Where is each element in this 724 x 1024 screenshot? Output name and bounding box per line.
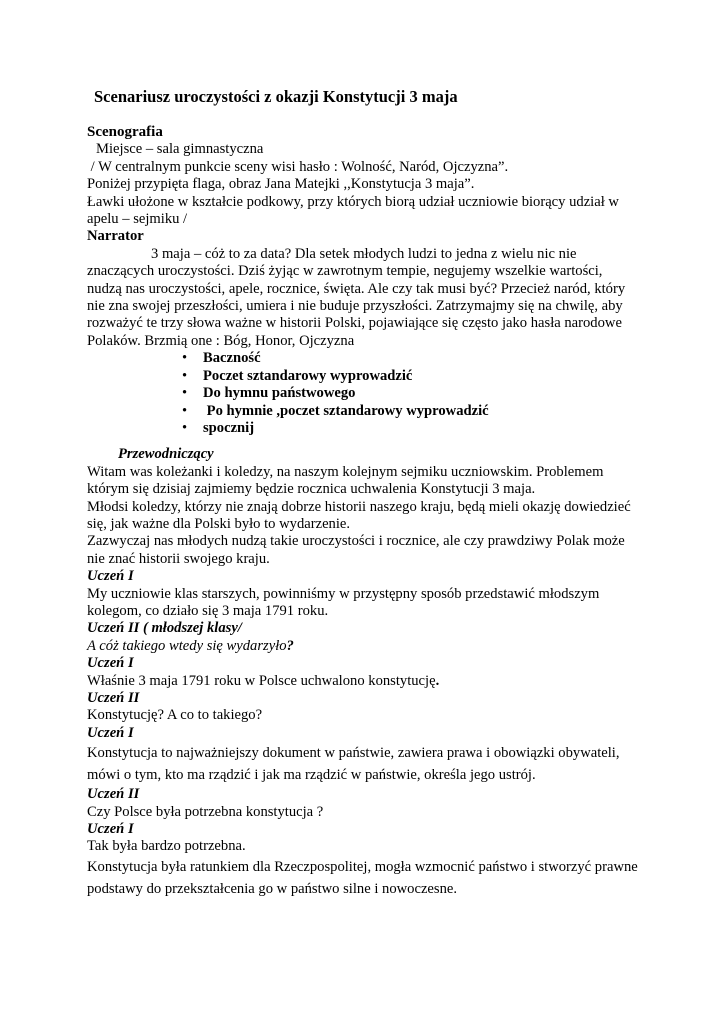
list-item: • Do hymnu państwowego — [182, 385, 356, 402]
text-line: rozważyć te trzy słowa ważne w historii Polski, pojawiające się często jako hasła narodowe — [87, 315, 622, 332]
speaker-uczen-2: Uczeń II — [87, 690, 140, 706]
document-body — [87, 124, 647, 900]
speaker-przewodniczacy: Przewodniczący — [118, 446, 214, 463]
text-line: mówi o tym, kto ma rządzić i jak ma rządzić w państwie, określa jego ustrój. — [87, 767, 536, 784]
text-line: Witam was koleżanki i koledzy, na naszym kolejnym sejmiku uczniowskim. Problemem — [87, 463, 604, 480]
list-item: • spocznij — [182, 419, 255, 436]
text-line: Konstytucję? A co to takiego? — [87, 707, 263, 724]
text-line: kolegom, co działo się 3 maja 1791 roku. — [87, 602, 329, 619]
text-line: znaczących uroczystości. Dziś żyjąc w zawrotnym tempie, negujemy wszelkie wartości, — [87, 263, 603, 280]
bullet-icon: • — [182, 385, 188, 402]
bullet-icon: • — [182, 419, 188, 436]
speaker-uczen-1: Uczeń I — [87, 821, 134, 838]
bullet-icon: • — [182, 402, 188, 419]
text-line: 3 maja – cóż to za data? Dla setek młodych ludzi to jedna z wielu nic nie — [151, 245, 577, 262]
text-line: Polaków. Brzmią one : Bóg, Honor, Ojczyzna — [87, 332, 355, 349]
spacer — [87, 437, 647, 446]
list-item: • Po hymnie ,poczet sztandarowy wyprowadzić — [182, 402, 489, 419]
text-line: Zazwyczaj nas młodych nudzą takie uroczystości i rocznice, ale czy prawdziwy Polak może — [87, 533, 625, 550]
text-line: się, jak ważne dla Polski było to wydarzenie. — [87, 515, 351, 532]
section-heading-scenografia: Scenografia — [87, 124, 163, 140]
speaker-uczen-2: Uczeń II — [87, 786, 140, 803]
answer-mark: . — [435, 672, 440, 689]
text-line: Tak była bardzo potrzebna. — [87, 838, 246, 855]
text-line: nie zna swojej przeszłości, umiera i nie buduje przyszłości. Zatrzymajmy się na chwilę, aby — [87, 298, 623, 315]
text-line: Konstytucja to najważniejszy dokument w państwie, zawiera prawa i obowiązki obywateli, — [87, 745, 620, 762]
command-list — [87, 350, 647, 437]
text-line: nie znać historii swojego kraju. — [87, 550, 270, 567]
text-line: podstawy do przekształcenia go w państwo silne i nowoczesne. — [87, 880, 458, 897]
question-mark: ? — [286, 637, 294, 654]
text-line: Konstytucja była ratunkiem dla Rzeczpospolitej, mogła wzmocnić państwo i stworzyć prawne — [87, 858, 638, 875]
text-line: Czy Polsce była potrzebna konstytucja ? — [87, 803, 324, 820]
speaker-uczen-1: Uczeń I — [87, 568, 134, 585]
text-line: My uczniowie klas starszych, powinniśmy w przystępny sposób przedstawić młodszym — [87, 585, 600, 602]
list-item: • Baczność — [182, 350, 261, 367]
page-title: Scenariusz uroczystości z okazji Konstytucji 3 maja — [94, 87, 458, 106]
text-line: Miejsce – sala gimnastyczna — [96, 141, 264, 158]
text-line: apelu – sejmiku / — [87, 211, 188, 228]
answer-text: Właśnie 3 maja 1791 roku w Polsce uchwalono konstytucję — [87, 672, 436, 689]
speaker-narrator: Narrator — [87, 228, 144, 245]
text-line — [87, 673, 647, 690]
bullet-icon: • — [182, 350, 188, 367]
speaker-uczen-1: Uczeń I — [87, 655, 134, 672]
text-line: Poniżej przypięta flaga, obraz Jana Matejki ,,Konstytucja 3 maja”. — [87, 176, 475, 193]
bullet-icon: • — [182, 367, 188, 384]
question-line — [87, 638, 647, 655]
speaker-uczen-2: Uczeń II ( młodszej klasy/ — [87, 620, 242, 637]
speaker-uczen-1: Uczeń I — [87, 724, 134, 741]
text-line: / W centralnym punkcie sceny wisi hasło : Wolność, Naród, Ojczyzna”. — [87, 158, 509, 175]
text-line: Ławki ułożone w kształcie podkowy, przy których biorą udział uczniowie biorący udział w — [87, 193, 619, 210]
question-text: A cóż takiego wtedy się wydarzyło — [87, 637, 287, 654]
text-line: Młodsi koledzy, którzy nie znają dobrze historii naszego kraju, będą mieli okazję dowiedzieć — [87, 498, 631, 515]
text-line: którym się dzisiaj zajmiemy będzie rocznica uchwalenia Konstytucji 3 maja. — [87, 481, 536, 498]
text-line: nudzą nas uroczystości, apele, rocznice, święta. Ale czy tak musi być? Przecież naród, który — [87, 280, 626, 297]
list-item: • Poczet sztandarowy wyprowadzić — [182, 367, 413, 384]
